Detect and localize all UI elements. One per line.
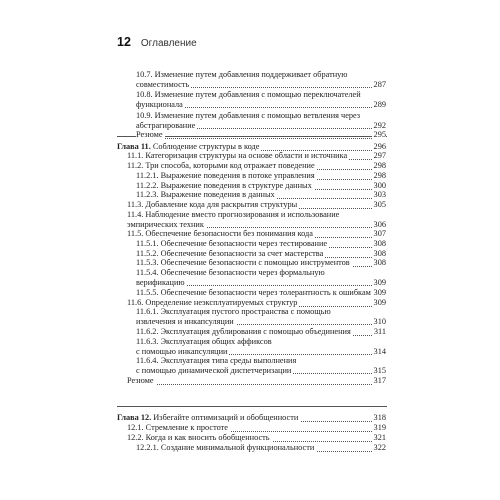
toc-entry (127, 229, 386, 239)
toc-title: 11.2.3. Выражение поведения в данных (136, 190, 275, 199)
toc-line (127, 433, 386, 443)
toc-entry (127, 423, 386, 433)
toc-title: 11.3. Добавление кода для раскрытия структуры (127, 200, 298, 209)
toc-page-number: 309 (373, 288, 386, 297)
toc-entry (136, 70, 386, 89)
toc-entry (136, 327, 386, 337)
toc-title: 12.2. Когда и как вносить обобщенность (127, 433, 270, 442)
running-title: Оглавление (140, 38, 197, 49)
toc-entry (127, 161, 386, 171)
toc-title: с помощью инкапсуляции (136, 346, 228, 356)
toc-page-number: 310 (373, 316, 386, 326)
toc-line (127, 423, 386, 433)
toc-line (136, 278, 386, 288)
toc-title: абстрагирование (136, 120, 196, 130)
toc-page-number: 305 (373, 200, 386, 209)
toc-page-number: 319 (373, 423, 386, 432)
toc-line (136, 111, 386, 121)
toc-title: совместимость (136, 79, 190, 89)
toc-title: верификацию (136, 277, 185, 287)
page-number: 12 (117, 35, 131, 49)
toc-title: 12.1. Стремление к простоте (127, 423, 228, 432)
toc-line (136, 327, 386, 337)
toc-title: 11.5.2. Обеспечение безопасности за счет мастерства (136, 249, 324, 258)
toc-title: функционала (136, 99, 183, 109)
toc-title: 11.4. Наблюдение вместо прогнозирования и использование (127, 210, 340, 219)
toc-entry (136, 337, 386, 356)
toc-line (136, 239, 386, 249)
toc-title: 11.6.1. Эксплуатация пустого пространства с помощью (136, 307, 331, 316)
toc-entry (127, 210, 386, 229)
toc-line (127, 229, 386, 239)
toc-title: 11.6.3. Эксплуатация общих аффиксов (136, 337, 272, 346)
toc-line (136, 268, 386, 278)
toc-page-number: 308 (373, 239, 386, 248)
toc-title: 10.9. Изменение путем добавления с помощью ветвления через (136, 111, 361, 120)
toc-line (127, 161, 386, 171)
toc-entry (136, 443, 386, 453)
toc-line (136, 366, 386, 376)
toc-line (136, 443, 386, 453)
toc-title: Резюме (136, 130, 163, 139)
toc-page-number: 295 (373, 130, 386, 139)
toc-line (136, 347, 386, 357)
toc-line (136, 317, 386, 327)
toc-title: 11.6.4. Эксплуатация типа среды выполнения (136, 356, 297, 365)
toc-title (117, 413, 300, 422)
toc-line (127, 376, 386, 386)
toc-line (136, 80, 386, 90)
toc-title (117, 142, 261, 151)
toc-page-number: 317 (373, 376, 386, 385)
toc-entry (136, 171, 386, 181)
toc-line (136, 100, 386, 110)
toc-title: 11.6.2. Эксплуатация дублирования с помощью объединения (136, 327, 351, 336)
toc-line (136, 258, 386, 268)
toc-page-number: 309 (373, 298, 386, 307)
toc-line (136, 70, 386, 80)
toc-page-number: 306 (373, 219, 386, 229)
dot-leader (136, 138, 386, 139)
toc-page-number: 307 (373, 229, 386, 238)
toc-line (136, 121, 386, 131)
toc-title: 11.1. Категоризация структуры на основе области и источника (127, 151, 348, 160)
toc-line (136, 190, 386, 200)
toc-page-number: 298 (373, 161, 386, 170)
toc-line (136, 337, 386, 347)
toc-entry (127, 433, 386, 443)
toc-title: 11.5.1. Обеспечение безопасности через тестирование (136, 239, 328, 248)
toc-page-number: 303 (373, 190, 386, 199)
toc-entry (127, 376, 386, 386)
toc-title: эмпирических техник (127, 219, 204, 229)
toc-page-number: 289 (373, 99, 386, 109)
toc-line (136, 288, 386, 298)
chapter-title: Избегайте оптимизаций и обобщенности (151, 413, 299, 422)
toc-page-number: 311 (373, 327, 386, 336)
toc-page-number: 298 (373, 171, 386, 180)
toc-entry (136, 268, 386, 287)
toc-entry (136, 190, 386, 200)
page-header (117, 35, 197, 49)
toc-page-number: 322 (373, 443, 386, 452)
toc-title: 11.5. Обеспечение безопасности без понимания кода (127, 229, 313, 238)
toc-page-number: 297 (373, 151, 386, 160)
toc-entry (136, 111, 386, 130)
chapter-label: Глава 12. (117, 413, 152, 422)
toc-line (136, 130, 386, 140)
toc-entry (136, 288, 386, 298)
toc-entry (136, 307, 386, 326)
toc-title: 11.5.3. Обеспечение безопасности с помощью инструментов (136, 258, 350, 267)
toc-page-number: 314 (373, 346, 386, 356)
toc-line (136, 90, 386, 100)
toc-entry (136, 90, 386, 109)
toc-line (117, 413, 386, 423)
toc-title: Резюме (127, 376, 154, 385)
chapter-label: Глава 11. (117, 142, 151, 151)
toc-title: извлечения и инкапсуляции (136, 316, 234, 326)
toc-page-number: 287 (373, 79, 386, 89)
toc-line (127, 220, 386, 230)
toc-entry (136, 130, 386, 140)
toc-title: 10.8. Изменение путем добавления с помощью переключателей (136, 90, 361, 99)
toc-line (127, 210, 386, 220)
toc-title: 11.2.2. Выражение поведения в структуре данных (136, 181, 312, 190)
toc-page-number: 309 (373, 277, 386, 287)
toc-title: 10.7. Изменение путем добавления поддерживает обратную (136, 70, 348, 79)
toc-page-number: 300 (373, 181, 386, 190)
toc-line (136, 356, 386, 366)
toc-entry (127, 151, 386, 161)
toc-page-number: 308 (373, 249, 386, 258)
toc-page-number: 292 (373, 120, 386, 130)
toc-page-number: 321 (373, 433, 386, 442)
toc-title: 12.2.1. Создание минимальной функциональности (136, 443, 315, 452)
toc-title: 11.2.1. Выражение поведения в потоке управления (136, 171, 315, 180)
toc-page-number: 308 (373, 258, 386, 267)
toc-line (127, 151, 386, 161)
dot-leader (127, 384, 386, 385)
toc-title: с помощью динамической диспетчеризации (136, 365, 292, 375)
toc-line (136, 171, 386, 181)
toc-page-number: 315 (373, 365, 386, 375)
toc-title: 11.2. Три способа, которыми код отражает поведение (127, 161, 315, 170)
chapter-title: Соблюдение структуры в коде (150, 142, 260, 151)
toc-title: 11.5.4. Обеспечение безопасности через формальную (136, 268, 325, 277)
chapter-divider (117, 406, 387, 407)
toc-page-number: 296 (373, 142, 386, 151)
toc-page-number: 318 (373, 413, 386, 422)
toc-entry (136, 258, 386, 268)
toc-title: 11.5.5. Обеспечение безопасности через толерантность к ошибкам (136, 288, 371, 297)
toc-entry (127, 200, 386, 210)
toc-entry (136, 239, 386, 249)
toc-entry (136, 356, 386, 375)
toc-line (127, 200, 386, 210)
toc-line (136, 307, 386, 317)
toc-title: 11.6. Определение неэксплуатируемых структур (127, 298, 298, 307)
toc-chapter-entry (117, 413, 386, 423)
